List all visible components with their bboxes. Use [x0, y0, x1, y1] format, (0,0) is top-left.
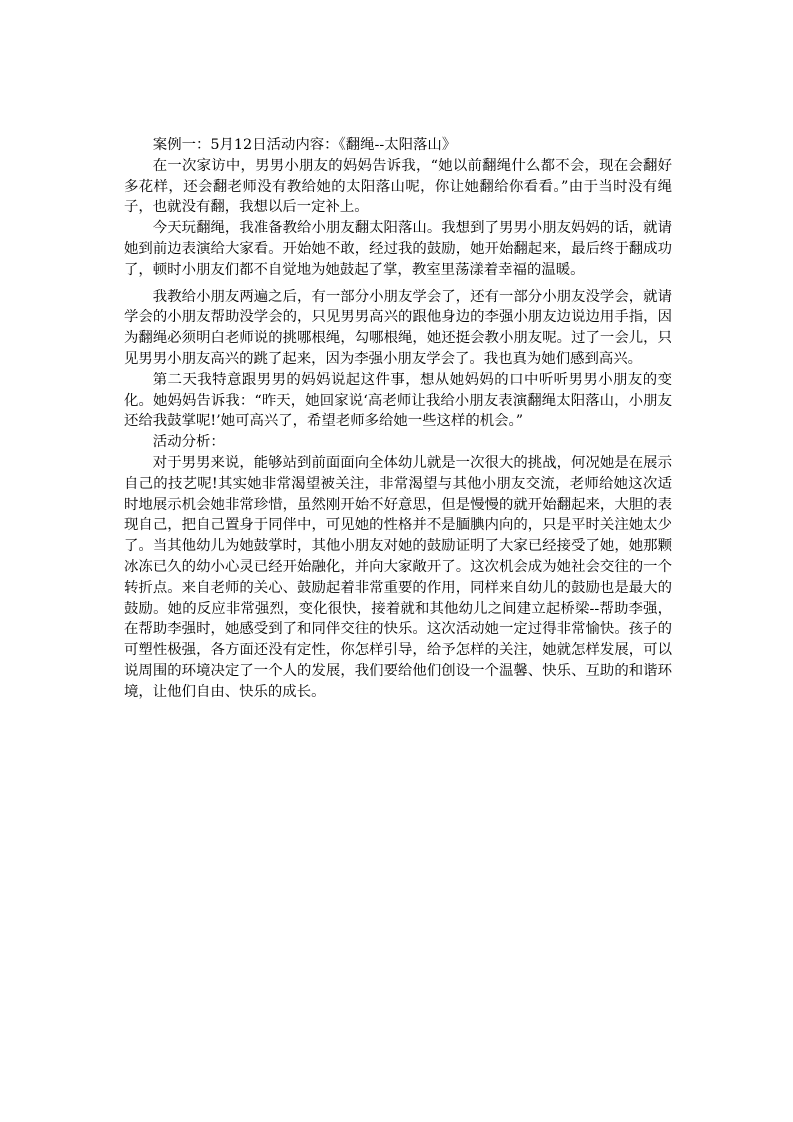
analysis-heading: 活动分析：: [152, 434, 225, 451]
document-page: [124, 135, 672, 703]
paragraph-today-activity: 今天玩翻绳，我准备教给小朋友翻太阳落山。我想到了男男小朋友妈妈的话，就请她到前边表演给大家看。开始她不敢，经过我的鼓励，她开始翻起来，最后终于翻成功了，顿时小朋友们都不自觉地为她鼓起了掌，教室里荡漾着幸福的温暖。: [124, 220, 672, 278]
paragraph-next-day: 第二天我特意跟男男的妈妈说起这件事，想从她妈妈的口中听听男男小朋友的变化。她妈妈告诉我：“昨天，她回家说‘高老师让我给小朋友表演翻绳太阳落山，小朋友还给我鼓掌呢!’她可高兴了，希望老师多给她一些这样的机会。”: [124, 371, 672, 430]
paragraph-home-visit: 在一次家访中，男男小朋友的妈妈告诉我，“她以前翻绳什么都不会，现在会翻好多花样，还会翻老师没有教给她的太阳落山呢，你让她翻给你看看。”由于当时没有绳子，也就没有翻，我想以后一定补上。: [124, 157, 672, 216]
paragraph-analysis: 对于男男来说，能够站到前面面向全体幼儿就是一次很大的挑战，何况她是在展示自己的技艺呢!其实她非常渴望被关注，非常渴望与其他小朋友交流，老师给她这次适时地展示机会她非常珍惜，虽然刚开始不好意思，但是慢慢的就开始翻起来，大胆的表现自己，把自己置身于同伴中，可见她的性格并不是腼腆内向的，只是平时关注她太少了。当其他幼儿为她鼓掌时，其他小朋友对她的鼓励证明了大家已经接受了她，她那颗冰冻已久的幼小心灵已经开始融化，并向大家敞开了。这次机会成为她社会交往的一个转折点。来自老师的关心、鼓励起着非常重要的作用，同样来自幼儿的鼓励也是最大的鼓励。她的反应非常强烈，变化很快，接着就和其他幼儿之间建立起桥梁--帮助李强，在帮助李强时，她感受到了和同伴交往的快乐。这次活动她一定过得非常愉快。孩子的可塑性极强，各方面还没有定性，你怎样引导，给予怎样的关注，她就怎样发展，可以说周围的环境决定了一个人的发展，我们要给他们创设一个温馨、快乐、互助的和谐环境，让他们自由、快乐的成长。: [124, 454, 672, 700]
case-title: 案例一：5月12日活动内容：《翻绳--太阳落山》: [152, 137, 457, 153]
paragraph-teaching: 我教给小朋友两遍之后，有一部分小朋友学会了，还有一部分小朋友没学会，就请学会的小朋友帮助没学会的，只见男男高兴的跟他身边的李强小朋友边说边用手指，因为翻绳必须明白老师说的挑哪根绳，勾哪根绳，她还挺会教小朋友呢。过了一会儿，只见男男小朋友高兴的跳了起来，因为李强小朋友学会了。我也真为她们感到高兴。: [124, 288, 672, 367]
